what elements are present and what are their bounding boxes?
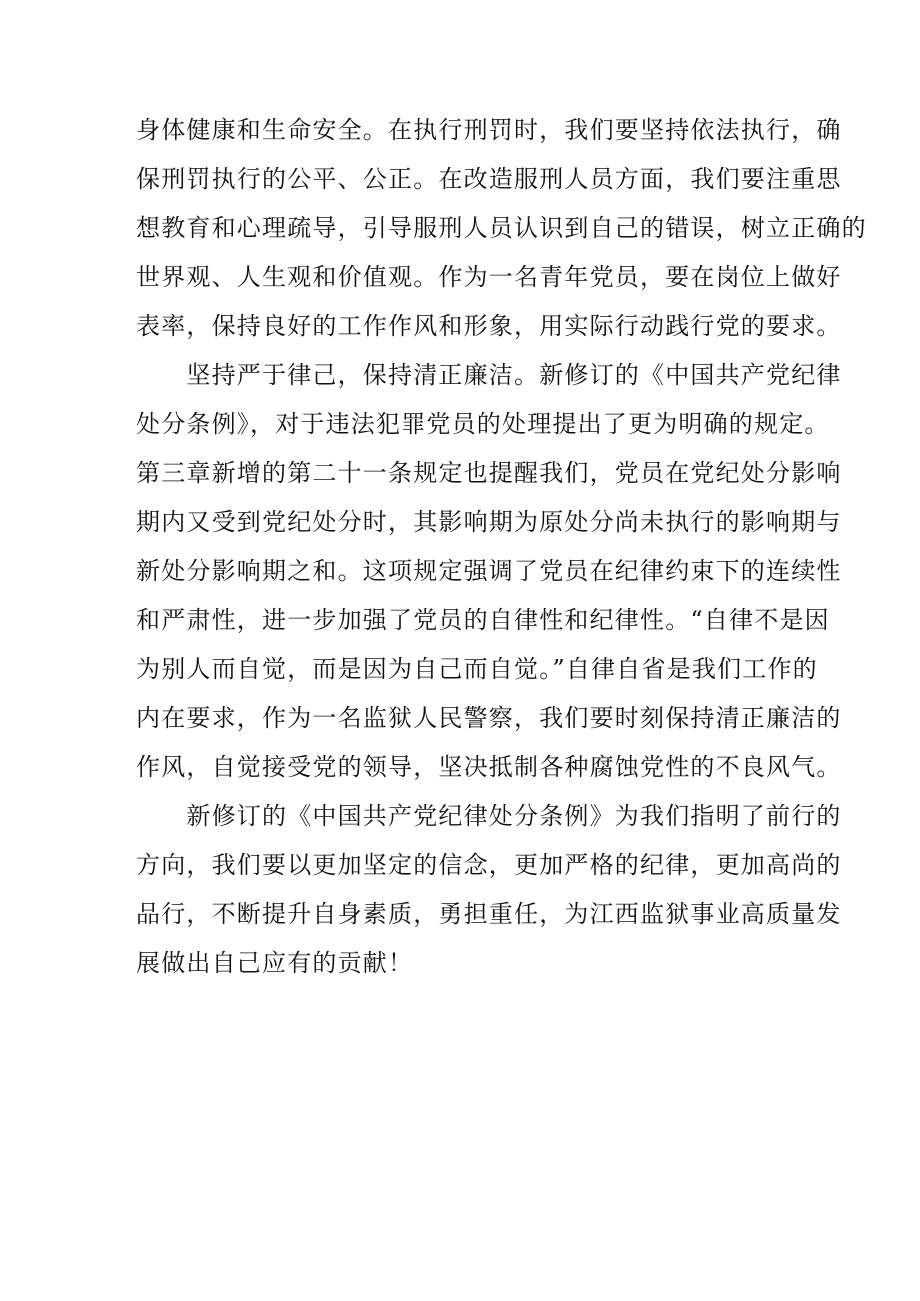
text-line: 想教育和心理疏导，引导服刑人员认识到自己的错误，树立正确的 bbox=[136, 214, 867, 242]
text-line: 和严肃性，进一步加强了党员的自律性和纪律性。“自律不是因 bbox=[136, 606, 830, 634]
text-line: 展做出自己应有的贡献！ bbox=[136, 949, 414, 977]
document-body bbox=[136, 106, 867, 988]
text-line: 坚持严于律己，保持清正廉洁。新修订的《中国共产党纪律 bbox=[136, 361, 842, 389]
text-line: 新修订的《中国共产党纪律处分条例》为我们指明了前行的 bbox=[136, 802, 842, 830]
text-line: 世界观、人生观和价值观。作为一名青年党员，要在岗位上做好 bbox=[136, 263, 842, 291]
text-line: 方向，我们要以更加坚定的信念，更加严格的纪律，更加高尚的 bbox=[136, 851, 842, 879]
text-line: 内在要求，作为一名监狱人民警察，我们要时刻保持清正廉洁的 bbox=[136, 704, 842, 732]
text-line: 品行，不断提升自身素质，勇担重任，为江西监狱事业高质量发 bbox=[136, 900, 842, 928]
text-line: 期内又受到党纪处分时，其影响期为原处分尚未执行的影响期与 bbox=[136, 508, 842, 536]
text-line: 第三章新增的第二十一条规定也提醒我们，党员在党纪处分影响 bbox=[136, 459, 842, 487]
text-line: 保刑罚执行的公平、公正。在改造服刑人员方面，我们要注重思 bbox=[136, 165, 842, 193]
text-line: 身体健康和生命安全。在执行刑罚时，我们要坚持依法执行，确 bbox=[136, 116, 842, 144]
text-line: 表率，保持良好的工作作风和形象，用实际行动践行党的要求。 bbox=[136, 312, 842, 340]
text-line: 处分条例》，对于违法犯罪党员的处理提出了更为明确的规定。 bbox=[136, 410, 830, 438]
text-line: 作风，自觉接受党的领导，坚决抵制各种腐蚀党性的不良风气。 bbox=[136, 753, 842, 781]
text-line: 新处分影响期之和。这项规定强调了党员在纪律约束下的连续性 bbox=[136, 557, 842, 585]
text-line: 为别人而自觉，而是因为自己而自觉。”自律自省是我们工作的 bbox=[136, 655, 818, 683]
